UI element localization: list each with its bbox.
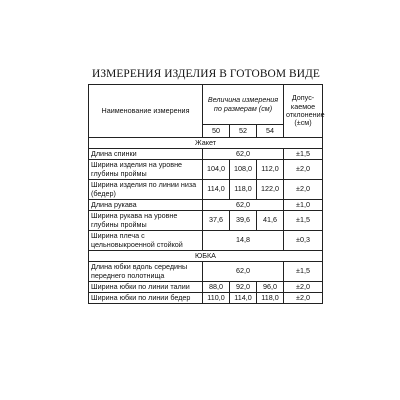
measurement-value: 88,0	[203, 282, 230, 293]
table-row	[89, 293, 323, 304]
section-row	[89, 138, 323, 149]
measurement-name: Длина спинки	[89, 149, 203, 160]
measurement-value: 108,0	[230, 160, 257, 180]
measurements-table	[88, 84, 323, 304]
measurement-value: 62,0	[203, 262, 284, 282]
measurement-value: 14,8	[203, 231, 284, 251]
table-row	[89, 211, 323, 231]
size-header: 50	[203, 125, 230, 138]
value-group-header: Величина измерения по размерам (см)	[203, 85, 284, 125]
section-title-skirt: ЮБКА	[89, 251, 323, 262]
measurement-name: Ширина юбки по линии бедер	[89, 293, 203, 304]
table-row	[89, 262, 323, 282]
measurement-value: 37,6	[203, 211, 230, 231]
tolerance-value: ±1,5	[284, 262, 323, 282]
measurement-value: 118,0	[257, 293, 284, 304]
table-row	[89, 149, 323, 160]
measurement-name: Ширина изделия по линии низа (бедер)	[89, 180, 203, 200]
measurement-value: 112,0	[257, 160, 284, 180]
section-title-jacket: Жакет	[89, 138, 323, 149]
measurement-value: 96,0	[257, 282, 284, 293]
size-header: 52	[230, 125, 257, 138]
measurement-name: Ширина рукава на уровне глубины проймы	[89, 211, 203, 231]
tolerance-value: ±1,0	[284, 200, 323, 211]
measurement-value: 104,0	[203, 160, 230, 180]
measurement-value: 118,0	[230, 180, 257, 200]
name-column-header: Наименование измерения	[89, 85, 203, 138]
table-row	[89, 282, 323, 293]
tolerance-value: ±1,5	[284, 211, 323, 231]
header-row	[89, 85, 323, 125]
measurement-value: 114,0	[203, 180, 230, 200]
measurement-value: 114,0	[230, 293, 257, 304]
table-row	[89, 231, 323, 251]
measurement-name: Длина юбки вдоль середины переднего полотнища	[89, 262, 203, 282]
tolerance-value: ±2,0	[284, 180, 323, 200]
tolerance-value: ±2,0	[284, 282, 323, 293]
measurement-value: 92,0	[230, 282, 257, 293]
measurement-value: 62,0	[203, 200, 284, 211]
tolerance-value: ±1,5	[284, 149, 323, 160]
size-header: 54	[257, 125, 284, 138]
tolerance-value: ±2,0	[284, 160, 323, 180]
table-row	[89, 200, 323, 211]
tolerance-value: ±0,3	[284, 231, 323, 251]
tolerance-column-header: Допус-каемое отклонение (±см)	[284, 85, 323, 138]
measurement-value: 110,0	[203, 293, 230, 304]
tolerance-value: ±2,0	[284, 293, 323, 304]
measurement-value: 62,0	[203, 149, 284, 160]
section-row	[89, 251, 323, 262]
measurement-value: 41,6	[257, 211, 284, 231]
page-title: ИЗМЕРЕНИЯ ИЗДЕЛИЯ В ГОТОВОМ ВИДЕ	[92, 68, 320, 80]
measurement-name: Ширина юбки по линии талии	[89, 282, 203, 293]
table-row	[89, 160, 323, 180]
measurement-name: Длина рукава	[89, 200, 203, 211]
measurement-name: Ширина плеча с цельновыкроенной стойкой	[89, 231, 203, 251]
measurement-name: Ширина изделия на уровне глубины проймы	[89, 160, 203, 180]
measurement-value: 122,0	[257, 180, 284, 200]
measurement-value: 39,6	[230, 211, 257, 231]
table-row	[89, 180, 323, 200]
